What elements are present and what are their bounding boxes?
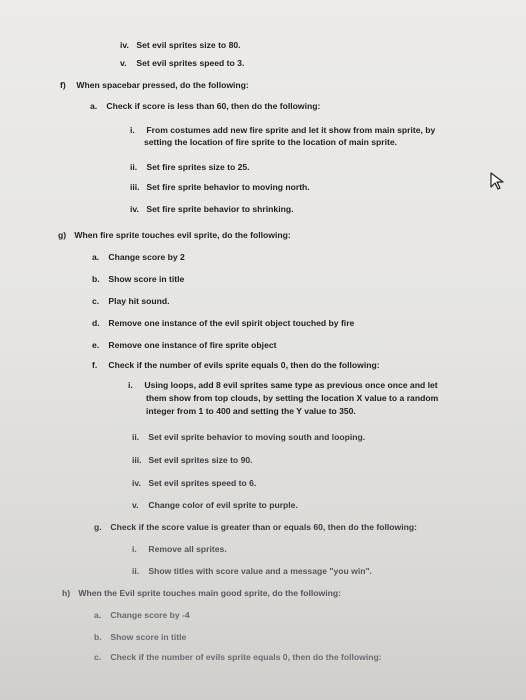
list-text: Set evil sprites speed to 6. [148,478,257,488]
list-text: Check if the number of evils sprite equals 0, then do the following: [110,652,382,662]
list-text: Set fire sprite behavior to shrinking. [146,204,294,214]
list-text: Play hit sound. [108,296,170,306]
list-item [132,566,372,577]
list-marker: c. [94,652,102,662]
list-item [120,58,244,69]
list-text: Show score in title [108,274,185,284]
list-marker: v. [120,58,127,68]
list-text: Check if the score value is greater than or equals 60, then do the following: [110,522,417,532]
list-marker: i. [128,380,133,390]
list-item [92,318,354,329]
list-item [132,544,227,555]
list-item [128,380,438,391]
list-item [130,125,435,136]
list-marker: iv. [130,204,139,214]
list-marker: ii. [130,162,138,172]
list-text: When the Evil sprite touches main good sprite, do the following: [78,588,341,598]
list-marker: i. [130,125,135,135]
list-marker: iv. [120,40,129,50]
list-text: Using loops, add 8 evil sprites same type as previous once once and let [144,380,438,390]
list-text: Change score by -4 [110,610,190,620]
list-text: From costumes add new fire sprite and let it show from main sprite, by [146,125,436,135]
list-text: Check if score is less than 60, then do the following: [106,101,321,111]
list-text: Remove all sprites. [148,544,227,554]
list-marker: b. [94,632,102,642]
list-marker: b. [92,274,100,284]
list-item-continuation [146,406,356,417]
list-item [132,478,256,489]
list-item [94,610,190,621]
list-text: Set evil sprites speed to 3. [136,58,245,68]
list-marker: g) [58,230,67,240]
list-item [92,274,184,285]
list-marker: f) [60,80,66,90]
list-item [94,632,186,643]
list-item [92,252,185,263]
list-text: them show from top clouds, by setting the location X value to a random [146,393,439,403]
list-text: integer from 1 to 400 and setting the Y value to 350. [146,406,356,416]
list-item-continuation [146,393,438,404]
list-text: Set evil sprite behavior to moving south and looping. [148,432,366,442]
section-heading [62,588,341,599]
list-item [92,340,277,351]
list-marker: ii. [132,432,140,442]
list-text: Set fire sprites size to 25. [146,162,250,172]
list-item [94,522,417,533]
list-text: Remove one instance of the evil spirit object touched by fire [108,318,355,328]
list-marker: iii. [132,455,142,465]
list-item [130,182,310,193]
list-text: When fire sprite touches evil sprite, do the following: [74,230,291,240]
list-item [130,204,293,215]
list-item [132,432,365,443]
list-marker: a. [94,610,102,620]
list-item [130,162,250,173]
section-heading [58,230,291,241]
list-item [92,360,380,371]
list-marker: i. [132,544,137,554]
list-text: Set evil sprites size to 90. [148,455,253,465]
list-marker: d. [92,318,100,328]
list-text: Show titles with score value and a message "you win". [148,566,372,576]
list-marker: g. [94,522,102,532]
list-text: Set evil sprites size to 80. [136,40,241,50]
list-text: Set fire sprite behavior to moving north. [146,182,310,192]
list-marker: a. [90,101,98,111]
list-text: Check if the number of evils sprite equals 0, then do the following: [108,360,380,370]
list-text: Show score in title [110,632,187,642]
mouse-cursor-icon [490,172,506,190]
list-marker: a. [92,252,100,262]
list-item [120,40,241,51]
list-marker: f. [92,360,98,370]
list-text: setting the location of fire sprite to the location of main sprite. [144,137,398,147]
list-marker: h) [62,588,71,598]
list-item-continuation [144,137,397,148]
list-marker: ii. [132,566,140,576]
list-marker: iii. [130,182,140,192]
list-item [90,101,320,112]
list-text: Change score by 2 [108,252,185,262]
list-item [132,455,253,466]
list-text: Change color of evil sprite to purple. [148,500,298,510]
list-marker: iv. [132,478,141,488]
list-marker: e. [92,340,100,350]
list-item [92,296,170,307]
list-item [94,652,382,663]
list-marker: v. [132,500,139,510]
list-item [132,500,298,511]
list-text: Remove one instance of fire sprite object [108,340,277,350]
section-heading [60,80,249,91]
list-marker: c. [92,296,100,306]
list-text: When spacebar pressed, do the following: [76,80,249,90]
